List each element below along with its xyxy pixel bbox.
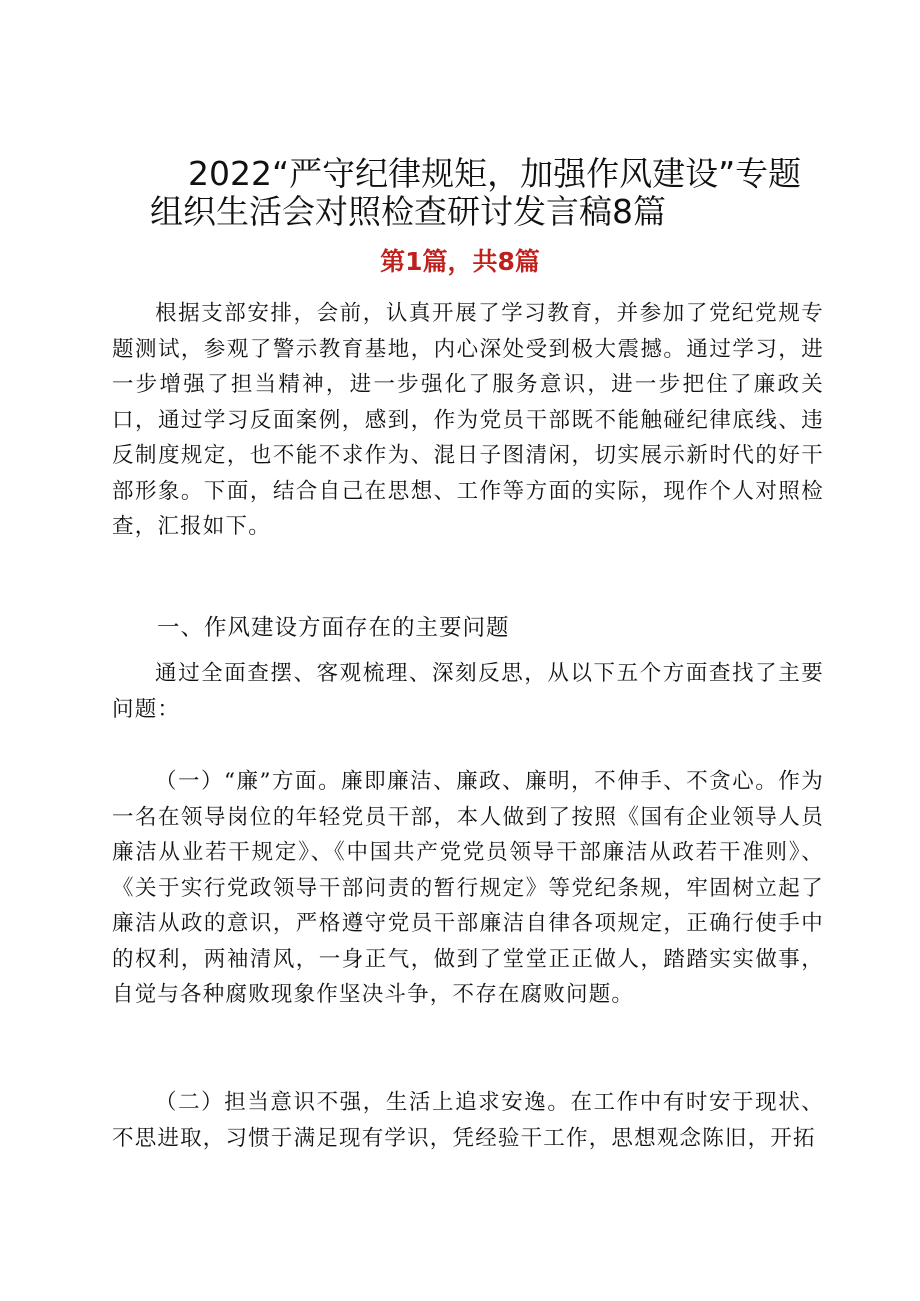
document-subtitle: 第1篇，共8篇	[380, 247, 540, 276]
section-heading-1: 一、作风建设方面存在的主要问题	[157, 615, 510, 641]
paragraph-item-2: （二）担当意识不强，生活上追求安逸。在工作中有时安于现状、不思进取，习惯于满足现有学识，凭经验干工作，思想观念陈旧，开拓	[112, 1090, 824, 1151]
document-title-line-1: 2022“严守纪律规矩，加强作风建设”专题	[188, 154, 802, 193]
paragraph-item-1: （一）“廉”方面。廉即廉洁、廉政、廉明，不伸手、不贪心。作为一名在领导岗位的年轻党员干部，本人做到了按照《国有企业领导人员廉洁从业若干规定》、《中国共产党党员领导干部廉洁从政若干准则》、《关于实行党政领导干部问责的暂行规定》等党纪条规，牢固树立起了廉洁从政的意识，严格遵守党员干部廉洁自律各项规定，正确行使手中的权利，两袖清风，一身正气，做到了堂堂正正做人，踏踏实实做事，自觉与各种腐败现象作坚决斗争，不存在腐败问题。	[112, 769, 824, 1007]
paragraph-intro: 根据支部安排，会前，认真开展了学习教育，并参加了党纪党规专题测试，参观了警示教育基地，内心深处受到极大震撼。通过学习，进一步增强了担当精神，进一步强化了服务意识，进一步把住了廉政关口，通过学习反面案例，感到，作为党员干部既不能触碰纪律底线、违反制度规定，也不能不求作为、混日子图清闲，切实展示新时代的好干部形象。下面，结合自己在思想、工作等方面的实际，现作个人对照检查，汇报如下。	[112, 301, 824, 539]
document-title-line-2: 组织生活会对照检查研讨发言稿8篇	[150, 192, 666, 231]
paragraph-overview: 通过全面查摆、客观梳理、深刻反思，从以下五个方面查找了主要问题：	[112, 661, 824, 722]
